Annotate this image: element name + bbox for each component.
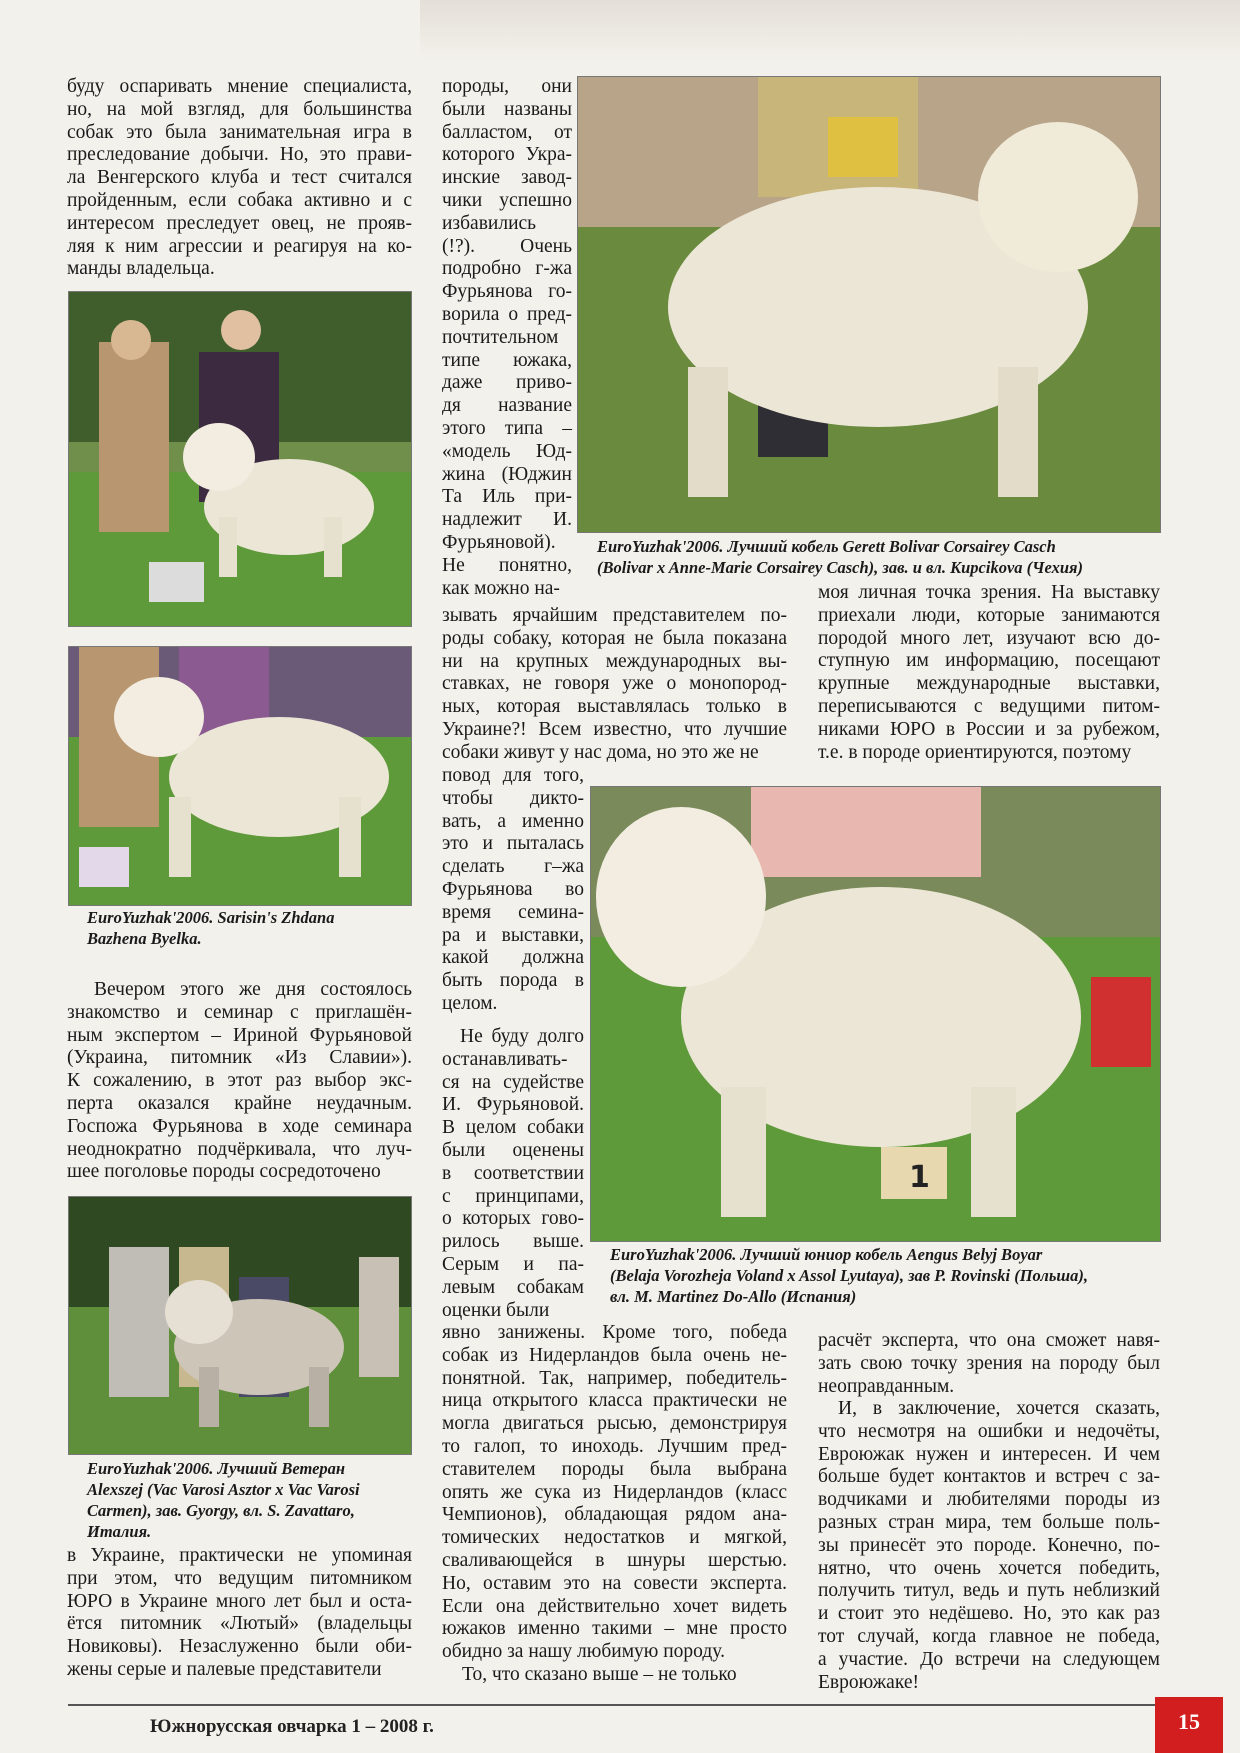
text-line: ЮРО в Украине много лет был и оста-: [67, 1590, 412, 1612]
text-line: моя личная точка зрения. На выставку: [818, 582, 1160, 603]
text-line: это и пыталась: [442, 833, 584, 855]
text-line: Вечером этого же дня состоялось: [94, 979, 412, 1000]
text-line: были названы: [442, 98, 572, 120]
text-line: опять же сука из Нидерландов (класс: [442, 1481, 787, 1503]
text-line: ра и выставки,: [442, 924, 584, 946]
text-line: интересом преследует овец, не прояв-: [67, 212, 412, 234]
text-line: никами ЮРО в России и за рубежом,: [818, 718, 1160, 740]
text-line: (Украина, питомник «Из Славии»).: [67, 1047, 412, 1069]
text-line: повод для того,: [442, 765, 584, 786]
text-line: Фурьянова во: [442, 878, 584, 900]
text-line: даже приво-: [442, 372, 572, 394]
text-line: роды собаку, которая не была показана: [442, 627, 787, 649]
text-line: (Bolivar x Anne-Marie Corsairey Casch), зав. и вл. Kupcikova (Чехия): [597, 558, 1084, 577]
text-line: ставках, не говоря уже о монопород-: [442, 673, 787, 695]
text-line: Alexszej (Vac Varosi Asztor x Vac Varosi: [87, 1480, 360, 1499]
text-line: жены серые и палевые представители: [67, 1658, 382, 1680]
photo-best-junior-male: [590, 786, 1161, 1242]
text-line: Италия.: [87, 1522, 152, 1541]
text-line: т.е. в породе ориентируются, поэтому: [818, 741, 1132, 763]
text-line: инские завод-: [442, 167, 572, 189]
text-line: собак это была занимательная игра в: [67, 121, 412, 143]
text-line: ных, которая выставлялась только в: [442, 696, 787, 718]
text-line: балластом, от: [442, 121, 572, 143]
text-line: нятно, что очень хочется победить,: [818, 1557, 1160, 1579]
text-line: Серым и па-: [442, 1253, 584, 1275]
text-line: буду оспаривать мнение специалиста,: [67, 76, 412, 97]
text-line: В целом собаки: [442, 1117, 584, 1139]
text-line: тот случай, когда главное не победа,: [818, 1625, 1160, 1647]
text-line: понятной. Так, например, победитель-: [442, 1367, 787, 1389]
text-line: EuroYuzhak'2006. Лучший Ветеран: [87, 1459, 346, 1478]
text-line: Евроюжак нужен и интересен. И чем: [818, 1443, 1160, 1465]
text-line: могла двигаться рысью, демонстрируя: [442, 1413, 787, 1435]
text-line: неоднократно подчёркивала, что луч-: [67, 1138, 412, 1160]
text-line: и стоит это недёшево. Но, это как раз: [818, 1603, 1160, 1625]
caption-photo-2: [87, 907, 334, 949]
text-line: Не понятно,: [442, 554, 572, 576]
text-line: чтобы дикто-: [442, 787, 584, 809]
text-line: быть порода в: [442, 970, 584, 992]
page-number: 15: [1155, 1697, 1223, 1753]
text-line: водчиками и любителями породы из: [818, 1489, 1160, 1511]
text-line: Фурьянова го-: [442, 281, 572, 303]
text-line: EuroYuzhak'2006. Лучший юниор кобель Aengus Belyj Boyar: [610, 1245, 1043, 1264]
text-line: ётся питомник «Лютый» (владельцы: [67, 1613, 412, 1635]
text-line: неоправданным.: [818, 1375, 955, 1397]
text-line: преследование добычи. Но, это прави-: [67, 144, 412, 166]
text-line: Carmen), зав. Gyorgy, вл. S. Zavattaro,: [87, 1501, 355, 1520]
text-line: южаков именно такими – мне просто: [442, 1618, 787, 1640]
text-line: зать свою точку зрения на породу был: [818, 1352, 1160, 1374]
text-line: Новиковы). Незаслуженно были оби-: [67, 1636, 412, 1658]
text-line: Фурьяновой).: [442, 531, 556, 553]
text-line: подробно г-жа: [442, 258, 572, 280]
text-line: Bazhena Byelka.: [87, 929, 202, 948]
text-line: которого Укра-: [442, 144, 572, 166]
text-line: «модель Юд-: [442, 440, 572, 462]
col-a-top-text: [67, 76, 412, 281]
text-line: (!?). Очень: [442, 235, 572, 257]
text-line: оценки были: [442, 1299, 550, 1321]
text-line: избавились: [442, 212, 537, 234]
text-line: левым собакам: [442, 1276, 584, 1298]
text-line: Чемпионов), обладающая рядом ана-: [442, 1504, 787, 1526]
footer-rule: [68, 1704, 1155, 1706]
text-line: ла Венгерского клуба и тест считался: [67, 167, 412, 189]
text-line: И, в заключение, хочется сказать,: [838, 1398, 1160, 1419]
text-line: породой много лет, изучают всю до-: [818, 627, 1160, 649]
text-line: собаки живут у нас дома, но это же не: [442, 741, 759, 763]
text-line: Но, оставим это на совести эксперта.: [442, 1572, 787, 1594]
photo-dog-show-2: [68, 646, 412, 906]
text-line: Госпожа Фурьянова в ходе семинара: [67, 1115, 412, 1137]
caption-photo-5: [610, 1244, 1088, 1307]
text-line: явно занижены. Кроме того, победа: [442, 1322, 787, 1343]
col-a-bottom-text: [67, 1545, 412, 1682]
text-line: К сожалению, в этот раз выбор экс-: [67, 1070, 412, 1092]
text-line: но, на мой взгляд, для большинства: [67, 98, 412, 120]
text-line: останавливать-: [442, 1048, 568, 1070]
text-line: приехали люди, которые занимаются: [818, 604, 1160, 626]
text-line: сваливающейся в шнуры шерстью.: [442, 1549, 787, 1571]
text-line: ляя к ним агрессии и реагируя на ко-: [67, 235, 412, 257]
text-line: этого типа –: [442, 417, 572, 439]
text-line: И. Фурьяновой.: [442, 1094, 584, 1116]
text-line: Та Иль при-: [442, 486, 572, 508]
text-line: целом.: [442, 992, 498, 1014]
text-line: обидно за нашу любимую породу.: [442, 1641, 725, 1663]
caption-photo-4: [597, 536, 1083, 578]
text-line: о которых гово-: [442, 1208, 584, 1230]
photo-best-male: [577, 76, 1161, 533]
text-line: ступную им информацию, посещают: [818, 650, 1160, 672]
col-c-final-text: [818, 1398, 1160, 1694]
text-line: разных стран мира, тем больше поль-: [818, 1511, 1160, 1533]
col-b-wide-text-2: [442, 1322, 787, 1664]
text-line: ставителем породы была выбрана: [442, 1458, 787, 1480]
photo-dog-show-1: [68, 291, 412, 627]
caption-photo-3: [87, 1458, 360, 1542]
text-line: перта оказался крайне неудачным.: [67, 1092, 412, 1114]
text-line: переписываются с ведущими питом-: [818, 695, 1160, 717]
text-line: породы, они: [442, 76, 572, 97]
text-line: сделать г–жа: [442, 856, 584, 878]
text-line: почтительном: [442, 326, 559, 348]
text-line: то галоп, то иноходь. Лучшим пред-: [442, 1435, 787, 1457]
text-line: ным экспертом – Ириной Фурьяновой: [67, 1024, 412, 1046]
text-line: расчёт эксперта, что она сможет навя-: [818, 1330, 1160, 1351]
col-b-last-line: То, что сказано выше – не только: [462, 1664, 737, 1685]
text-line: что несмотря на ошибки и недочёты,: [818, 1420, 1160, 1442]
text-line: при этом, что ведущим питомником: [67, 1567, 412, 1589]
text-line: манды владельца.: [67, 258, 215, 280]
text-line: больше будет контактов и встреч с за-: [818, 1466, 1160, 1488]
text-line: были оценены: [442, 1139, 584, 1161]
text-line: в соответствии: [442, 1162, 584, 1184]
text-line: томических недостатков и мягкой,: [442, 1527, 787, 1549]
col-b-narrow-text: [442, 76, 572, 600]
footer-title: Южнорусская овчарка 1 – 2008 г.: [150, 1716, 434, 1737]
text-line: крупные международные выставки,: [818, 673, 1160, 695]
text-line: EuroYuzhak'2006. Sarisin's Zhdana: [87, 908, 335, 927]
text-line: ни на крупных международных вы-: [442, 650, 787, 672]
text-line: типе южака,: [442, 349, 572, 371]
text-line: EuroYuzhak'2006. Лучший кобель Gerett Bolivar Corsairey Casch: [597, 537, 1056, 556]
text-line: в Украине, практически не упоминая: [67, 1545, 412, 1566]
text-line: жина (Юджин: [442, 463, 572, 485]
photo-dog-show-3: [68, 1196, 412, 1455]
text-line: с принципами,: [442, 1185, 584, 1207]
text-line: пройденным, если собака активно и с: [67, 189, 412, 211]
col-b-narrow-text-2: [442, 765, 584, 1016]
text-line: получить титул, ведь и путь неблизкий: [818, 1580, 1160, 1602]
text-line: дя название: [442, 395, 572, 417]
text-line: Украине?! Всем известно, что лучшие: [442, 718, 787, 740]
text-line: шее поголовье породы сосредоточено: [67, 1161, 381, 1183]
text-line: а участие. До встречи на следующем: [818, 1648, 1160, 1670]
number-card-text: 1: [909, 1160, 930, 1195]
col-c-bottom-text: [818, 1330, 1160, 1398]
text-line: Если она действительно хочет видеть: [442, 1595, 787, 1617]
text-line: ворила о пред-: [442, 303, 572, 325]
text-line: ница открытого класса практически не: [442, 1390, 787, 1412]
text-line: чики успешно: [442, 189, 572, 211]
text-line: время семина-: [442, 901, 584, 923]
col-c-middle-text: [818, 582, 1160, 764]
col-b-paragraph-2: [442, 1026, 584, 1322]
text-line: рилось выше.: [442, 1231, 584, 1253]
text-line: надлежит И.: [442, 509, 572, 531]
top-decorative-band: [420, 0, 1240, 60]
text-line: Евроюжаке!: [818, 1671, 919, 1693]
text-line: вать, а именно: [442, 810, 584, 832]
text-line: ся на судействе: [442, 1071, 584, 1093]
text-line: вл. M. Martinez Do-Allo (Испания): [610, 1287, 857, 1306]
text-line: зы принесёт это породе. Конечно, по-: [818, 1534, 1160, 1556]
text-line: Не буду долго: [460, 1026, 584, 1047]
text-line: какой должна: [442, 947, 584, 969]
text-line: как можно на-: [442, 577, 560, 599]
col-a-middle-text: [67, 979, 412, 1184]
text-line: (Belaja Vorozheja Voland x Assol Lyutaya), зав P. Rovinski (Польша),: [610, 1266, 1088, 1285]
text-line: зывать ярчайшим представителем по-: [442, 605, 787, 626]
col-b-wide-text: [442, 605, 787, 765]
text-line: собак из Нидерландов была очень не-: [442, 1344, 787, 1366]
text-line: знакомство и семинар с приглашён-: [67, 1001, 412, 1023]
